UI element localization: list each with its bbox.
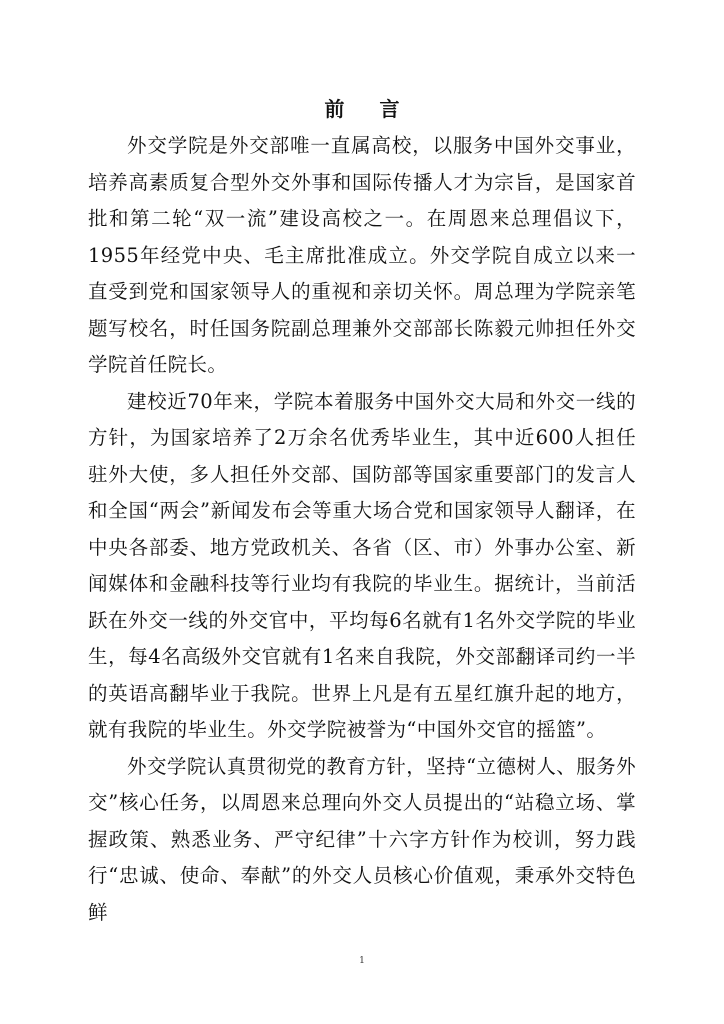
paragraph-3: 外交学院认真贯彻党的教育方针，坚持“立德树人、服务外交”核心任务，以周恩来总理向外交人员提出的“站稳立场、掌握政策、熟悉业务、严守纪律”十六字方针作为校训，努力践行“忠诚、使命、奉献”的外交人员核心价值观，秉承外交特色鲜 xyxy=(88,754,636,924)
body-text xyxy=(88,128,636,931)
paragraph-1: 外交学院是外交部唯一直属高校，以服务中国外交事业，培养高素质复合型外交外事和国际传播人才为宗旨，是国家首批和第二轮“双一流”建设高校之一。在周恩来总理倡议下，1955年经党中央、毛主席批准成立。外交学院自成立以来一直受到党和国家领导人的重视和亲切关怀。周总理为学院亲笔题写校名，时任国务院副总理兼外交部部长陈毅元帅担任外交学院首任院长。 xyxy=(88,134,636,376)
paragraph-2: 建校近70年来，学院本着服务中国外交大局和外交一线的方针，为国家培养了2万余名优秀毕业生，其中近600人担任驻外大使，多人担任外交部、国防部等国家重要部门的发言人和全国“两会”新闻发布会等重大场合党和国家领导人翻译，在中央各部委、地方党政机关、各省（区、市）外事办公室、新闻媒体和金融科技等行业均有我院的毕业生。据统计，当前活跃在外交一线的外交官中，平均每6名就有1名外交学院的毕业生，每4名高级外交官就有1名来自我院，外交部翻译司约一半的英语高翻毕业于我院。世界上凡是有五星红旗升起的地方，就有我院的毕业生。外交学院被誉为“中国外交官的摇篮”。 xyxy=(88,389,636,741)
page-number: 1 xyxy=(359,956,365,966)
page-title: 前 言 xyxy=(324,97,414,121)
